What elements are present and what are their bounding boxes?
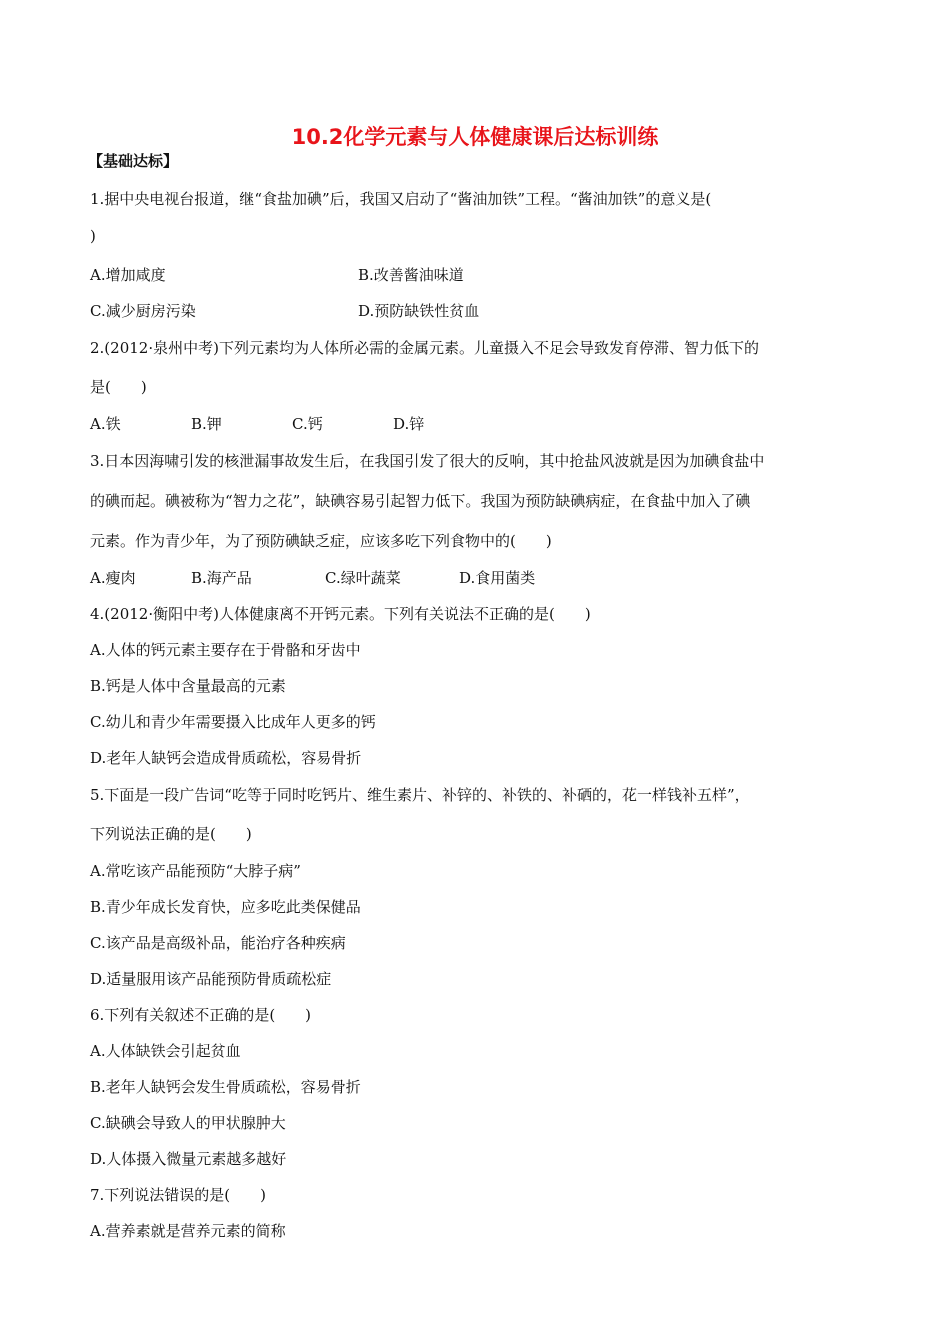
question-3-stem-cont-2: 元素。作为青少年，为了预防碘缺乏症，应该多吃下列食物中的( ) (90, 532, 552, 550)
question-3-stem: 3.日本因海啸引发的核泄漏事故发生后，在我国引发了很大的反响，其中抢盐风波就是因为加碘食盐中 (90, 452, 765, 470)
question-1-option-a: A.增加咸度 (90, 266, 166, 284)
question-1-stem-cont: ) (90, 227, 96, 245)
question-1-option-b: B.改善酱油味道 (358, 266, 464, 284)
question-6-option-a: A.人体缺铁会引起贫血 (90, 1042, 241, 1060)
question-3-option-d: D.食用菌类 (459, 569, 536, 587)
question-6-option-d: D.人体摄入微量元素越多越好 (90, 1150, 287, 1168)
question-6-option-b: B.老年人缺钙会发生骨质疏松，容易骨折 (90, 1078, 361, 1096)
question-5-option-a: A.常吃该产品能预防“大脖子病” (90, 862, 301, 880)
question-4-option-c: C.幼儿和青少年需要摄入比成年人更多的钙 (90, 713, 376, 731)
question-2-option-a: A.铁 (90, 415, 121, 433)
page-title: 10.2化学元素与人体健康课后达标训练 (291, 125, 659, 149)
question-4-option-b: B.钙是人体中含量最高的元素 (90, 677, 286, 695)
question-3-stem-cont-1: 的碘而起。碘被称为“智力之花”，缺碘容易引起智力低下。我国为预防缺碘病症，在食盐中加入了碘 (90, 492, 751, 510)
question-2-option-c: C.钙 (292, 415, 323, 433)
question-4-stem: 4.(2012·衡阳中考)人体健康离不开钙元素。下列有关说法不正确的是( ) (90, 605, 591, 623)
question-5-option-d: D.适量服用该产品能预防骨质疏松症 (90, 970, 332, 988)
section-heading: 【基础达标】 (88, 152, 179, 170)
question-4-option-d: D.老年人缺钙会造成骨质疏松，容易骨折 (90, 749, 362, 767)
question-1-stem: 1.据中央电视台报道，继“食盐加碘”后，我国又启动了“酱油加铁”工程。“酱油加铁”的意义是( (90, 190, 712, 208)
question-1-option-d: D.预防缺铁性贫血 (358, 302, 480, 320)
question-1-option-c: C.减少厨房污染 (90, 302, 196, 320)
question-2-option-d: D.锌 (393, 415, 425, 433)
question-5-stem-cont: 下列说法正确的是( ) (90, 825, 252, 843)
question-4-option-a: A.人体的钙元素主要存在于骨骼和牙齿中 (90, 641, 361, 659)
question-3-option-c: C.绿叶蔬菜 (325, 569, 401, 587)
question-7-stem: 7.下列说法错误的是( ) (90, 1186, 267, 1204)
question-5-stem: 5.下面是一段广告词“吃等于同时吃钙片、维生素片、补锌的、补铁的、补硒的，花一样钱补五样”， (90, 786, 750, 804)
question-6-option-c: C.缺碘会导致人的甲状腺肿大 (90, 1114, 286, 1132)
question-5-option-b: B.青少年成长发育快，应多吃此类保健品 (90, 898, 361, 916)
question-2-stem-cont: 是( ) (90, 378, 147, 396)
question-3-option-b: B.海产品 (191, 569, 252, 587)
question-2-option-b: B.钾 (191, 415, 222, 433)
question-7-option-a: A.营养素就是营养元素的简称 (90, 1222, 286, 1240)
question-5-option-c: C.该产品是高级补品，能治疗各种疾病 (90, 934, 346, 952)
question-6-stem: 6.下列有关叙述不正确的是( ) (90, 1006, 312, 1024)
question-2-stem: 2.(2012·泉州中考)下列元素均为人体所必需的金属元素。儿童摄入不足会导致发育停滞、智力低下的 (90, 339, 759, 357)
question-3-option-a: A.瘦肉 (90, 569, 136, 587)
